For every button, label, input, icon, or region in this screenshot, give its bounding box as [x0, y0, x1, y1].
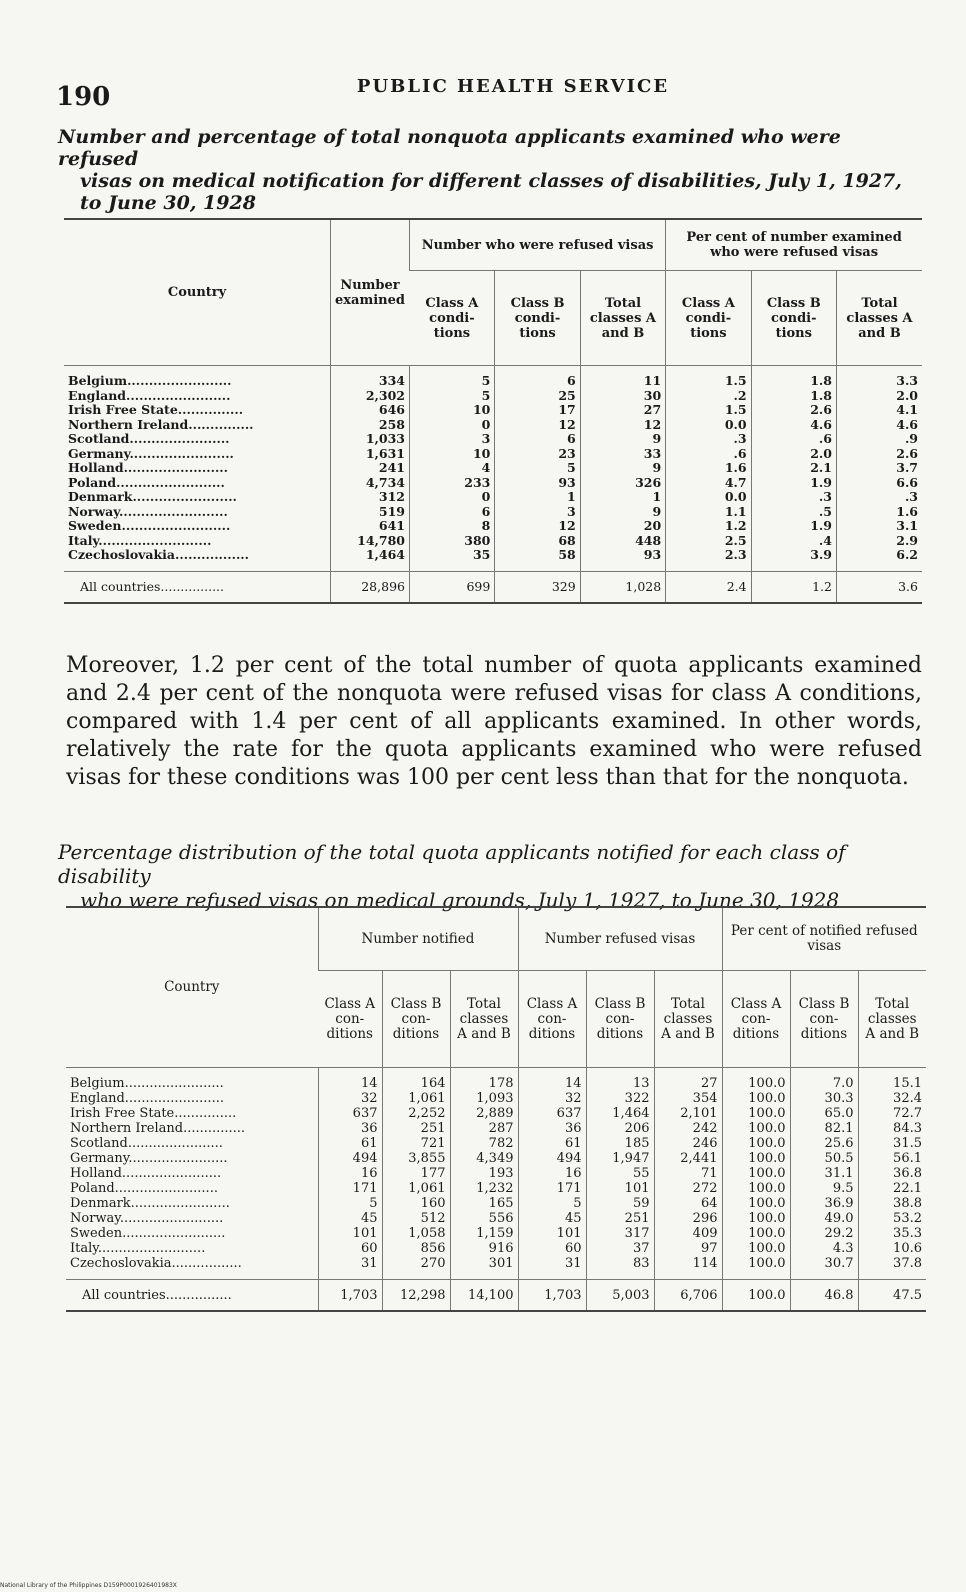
total-label: All countries................	[66, 1280, 318, 1312]
notified-a-values: 14 32 637 36 61 494 16 171 5 45 101 60 31	[318, 1068, 382, 1280]
col-refused-class-b: Class B con- ditions	[586, 971, 654, 1068]
percent-total-values: 15.1 32.4 72.7 84.3 31.5 56.1 36.8 22.1 38.8 53.2 35.3 10.6 37.8	[858, 1068, 926, 1280]
examined-values: 334 2,302 646 258 1,033 1,631 241 4,734 312 519 641 14,780 1,464	[331, 366, 410, 572]
col-notified-class-b: Class B con- ditions	[382, 971, 450, 1068]
total-label: All countries................	[64, 571, 331, 603]
col-percent-class-a: Class A con- ditions	[722, 971, 790, 1068]
col-number-examined: Number examined	[331, 219, 410, 366]
group-number-refused: Number who were refused visas	[409, 219, 665, 271]
total-row	[64, 571, 922, 603]
col-percent-total: Total classes A and B	[836, 271, 922, 366]
col-percent-class-b: Class B condi- tions	[751, 271, 836, 366]
col-refused-class-a: Class A con- ditions	[518, 971, 586, 1068]
total-notified-a: 1,703	[318, 1280, 382, 1312]
col-refused-total: Total classes A and B	[580, 271, 665, 366]
table2-caption-line1: Percentage distribution of the total quota applicants notified for each class of disability	[58, 840, 846, 888]
notified-total-values: 178 1,093 2,889 287 782 4,349 193 1,232 165 556 1,159 916 301	[450, 1068, 518, 1280]
refused-a-values: 14 32 637 36 61 494 16 171 5 45 101 60 31	[518, 1068, 586, 1280]
total-refused-total: 1,028	[580, 571, 665, 603]
refused-b-values: 6 25 17 12 6 23 5 93 1 3 12 68 58	[495, 366, 580, 572]
group-number-refused: Number refused visas	[518, 907, 722, 971]
table1-caption-line1: Number and percentage of total nonquota applicants examined who were refused	[58, 126, 841, 170]
total-refused-total: 6,706	[654, 1280, 722, 1312]
table2-caption-line2: who were refused visas on medical grounds, July 1, 1927, to June 30, 1928	[80, 888, 840, 912]
page-number: 190	[56, 82, 111, 112]
total-refused-a: 1,703	[518, 1280, 586, 1312]
quota-distribution-table	[66, 906, 926, 1312]
scan-credit: National Library of the Philippines D159P0001926401983X	[0, 1582, 177, 1589]
percent-b-values: 1.8 1.8 2.6 4.6 .6 2.0 2.1 1.9 .3 .5 1.9 .4 3.9	[751, 366, 836, 572]
total-refused-a: 699	[409, 571, 494, 603]
total-notified-b: 12,298	[382, 1280, 450, 1312]
col-refused-class-a: Class A condi- tions	[409, 271, 494, 366]
notified-b-values: 164 1,061 2,252 251 721 3,855 177 1,061 160 512 1,058 856 270	[382, 1068, 450, 1280]
col-refused-class-b: Class B condi- tions	[495, 271, 580, 366]
running-header: PUBLIC HEALTH SERVICE	[356, 76, 670, 97]
total-row	[66, 1280, 926, 1312]
col-country: Country	[66, 907, 318, 1068]
col-percent-total: Total classes A and B	[858, 971, 926, 1068]
col-percent-class-b: Class B con- ditions	[790, 971, 858, 1068]
total-percent-a: 2.4	[666, 571, 751, 603]
table1-caption	[58, 126, 918, 214]
group-number-notified: Number notified	[318, 907, 518, 971]
group-percent-refused: Per cent of number examined who were refused visas	[666, 219, 922, 271]
total-percent-total: 47.5	[858, 1280, 926, 1312]
refused-total-values: 11 30 27 12 9 33 9 326 1 9 20 448 93	[580, 366, 665, 572]
group-percent-refused: Per cent of notified refused visas	[722, 907, 926, 971]
percent-total-values: 3.3 2.0 4.1 4.6 .9 2.6 3.7 6.6 .3 1.6 3.1 2.9 6.2	[836, 366, 922, 572]
total-percent-b: 1.2	[751, 571, 836, 603]
total-notified-total: 14,100	[450, 1280, 518, 1312]
country-list: Belgium........................ England........................ Irish Free State............... Northern Ireland............... Scotland....................... Germany........................ Holland........................ Poland......................... Denmark........................ Norway......................... Sweden......................... Italy.......................... Czechoslovakia.................	[70, 1076, 246, 1271]
col-notified-total: Total classes A and B	[450, 971, 518, 1068]
percent-a-values: 100.0 100.0 100.0 100.0 100.0 100.0 100.0 100.0 100.0 100.0 100.0 100.0 100.0	[722, 1068, 790, 1280]
country-list: Belgium........................ England........................ Irish Free State............... Northern Ireland............... Scotland....................... Germany........................ Holland........................ Poland......................... Denmark........................ Norway......................... Sweden......................... Italy.......................... Czechoslovakia.................	[68, 373, 254, 562]
percent-b-values: 7.0 30.3 65.0 82.1 25.6 50.5 31.1 9.5 36.9 49.0 29.2 4.3 30.7	[790, 1068, 858, 1280]
total-percent-b: 46.8	[790, 1280, 858, 1312]
refused-total-values: 27 354 2,101 242 246 2,441 71 272 64 296 409 97 114	[654, 1068, 722, 1280]
refused-b-values: 13 322 1,464 206 185 1,947 55 101 59 251 317 37 83	[586, 1068, 654, 1280]
total-examined: 28,896	[331, 571, 410, 603]
table2-caption	[58, 840, 918, 912]
total-percent-total: 3.6	[836, 571, 922, 603]
total-refused-b: 5,003	[586, 1280, 654, 1312]
refused-a-values: 5 5 10 0 3 10 4 233 0 6 8 380 35	[409, 366, 494, 572]
total-refused-b: 329	[495, 571, 580, 603]
table1-caption-line2: visas on medical notification for different classes of disabilities, July 1, 1927, to June 30, 1928	[80, 170, 902, 214]
col-country: Country	[64, 219, 331, 366]
total-percent-a: 100.0	[722, 1280, 790, 1312]
nonquota-refusals-table	[64, 218, 922, 604]
col-notified-class-a: Class A con- ditions	[318, 971, 382, 1068]
percent-a-values: 1.5 .2 1.5 0.0 .3 .6 1.6 4.7 0.0 1.1 1.2 2.5 2.3	[666, 366, 751, 572]
col-percent-class-a: Class A condi- tions	[666, 271, 751, 366]
body-paragraph: Moreover, 1.2 per cent of the total number of quota applicants examined and 2.4 per cent of the nonquota were refused visas for class A conditions, compared with 1.4 per cent of all applicants examined. In other words, relatively the rate for the quota applicants examined who were refused visas for these conditions was 100 per cent less than that for the nonquota.	[66, 653, 922, 790]
col-refused-total: Total classes A and B	[654, 971, 722, 1068]
